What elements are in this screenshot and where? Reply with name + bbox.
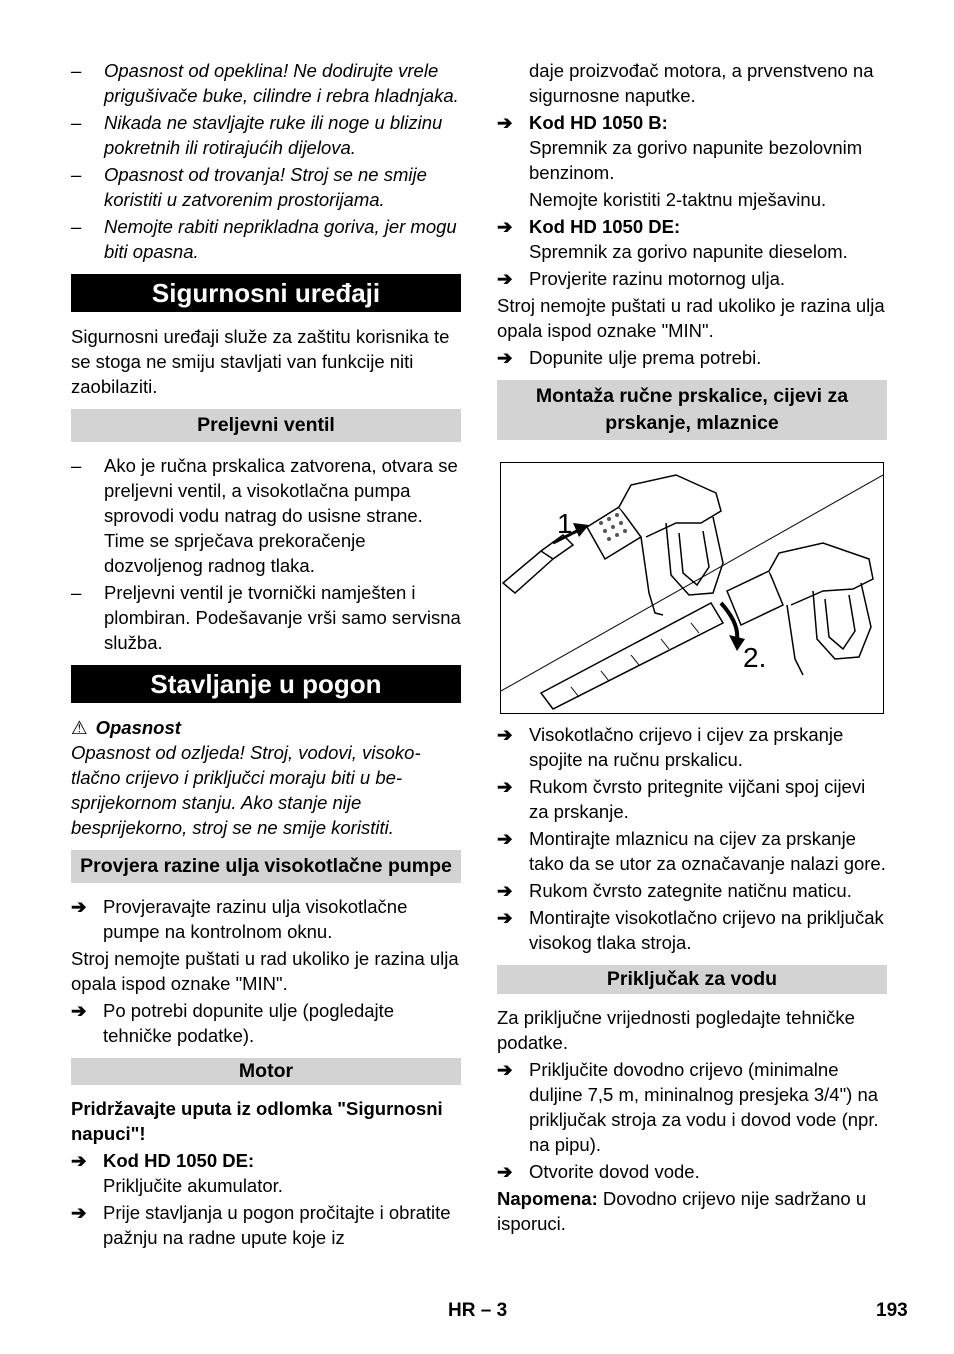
arrow-icon: ➔ <box>497 776 513 797</box>
paragraph: Priključite akumulator. <box>103 1175 283 1196</box>
paragraph: Stroj nemojte puštati u rad ukoliko je razina ulja opala ispod oznake "MIN". <box>497 295 885 341</box>
list-item: ➔ Dopunite ulje prema potrebi. <box>497 347 762 368</box>
arrow-icon: ➔ <box>497 347 513 368</box>
list-item: – Opasnost od trovanja! Stroj se ne smije koristiti u zatvorenim prostorijama. <box>71 162 461 212</box>
right-column <box>497 58 887 1236</box>
subsection-heading-montaza: Montaža ručne prskalice, cijevi za prskanje, mlaznice <box>497 380 887 440</box>
arrow-icon: ➔ <box>497 724 513 745</box>
section-heading-stavljanje: Stavljanje u pogon <box>71 665 461 703</box>
warning-icon: ⚠ <box>71 717 88 738</box>
arrow-icon: ➔ <box>71 896 87 917</box>
list-item: ➔ Kod HD 1050 DE: <box>71 1150 255 1171</box>
figure-step-2: 2. <box>743 642 767 673</box>
paragraph: Sigurnosni uređaji služe za zaštitu korisnika te se stoga ne smiju stavljati van funkcije niti zaobilaziti. <box>71 326 450 397</box>
arrow-icon: ➔ <box>497 907 513 928</box>
paragraph: Spremnik za gorivo napunite dieselom. <box>529 241 848 262</box>
left-column <box>71 58 461 1252</box>
list-item: ➔ Rukom čvrsto zategnite natičnu maticu. <box>497 880 852 901</box>
paragraph-bold: Pridržavajte uputa iz odlomka "Sigurnosni napuci"! <box>71 1098 443 1144</box>
subsection-heading-preljevni: Preljevni ventil <box>71 409 461 442</box>
list-item: – Preljevni ventil je tvornički namješten i plombiran. Podešavanje vrši samo servisna služba. <box>71 580 461 655</box>
section-heading-sigurnosni: Sigurnosni uređaji <box>71 274 461 312</box>
paragraph: Nemojte koristiti 2-taktnu mješavinu. <box>529 189 827 210</box>
arrow-icon: ➔ <box>497 268 513 289</box>
list-item: ➔ Montirajte mlaznicu na cijev za prskanje tako da se utor za označavanje nalazi gore. <box>497 828 886 874</box>
footer-section: HR – 3 <box>448 1300 508 1321</box>
arrow-icon: ➔ <box>497 1161 513 1182</box>
arrow-icon: ➔ <box>71 1202 87 1223</box>
list-item: ➔ Kod HD 1050 DE: <box>497 216 681 237</box>
arrow-icon: ➔ <box>497 1059 513 1080</box>
arrow-icon: ➔ <box>71 1150 87 1171</box>
list-item: ➔ Visokotlačno crijevo i cijev za prskanje spojite na ručnu prskalicu. <box>497 724 844 770</box>
page-number: 193 <box>876 1300 908 1321</box>
subsection-heading-motor: Motor <box>71 1058 461 1085</box>
arrow-icon: ➔ <box>497 880 513 901</box>
spray-gun-drawing <box>501 463 883 713</box>
list-item: ➔ Montirajte visokotlačno crijevo na priključak visokog tlaka stroja. <box>497 907 884 953</box>
arrow-icon: ➔ <box>497 216 513 237</box>
paragraph: Stroj nemojte puštati u rad ukoliko je razina ulja opala ispod oznake "MIN". <box>71 948 459 994</box>
list-item: ➔ Otvorite dovod vode. <box>497 1161 700 1182</box>
paragraph: Za priključne vrijednosti pogledajte tehničke podatke. <box>497 1007 855 1053</box>
list-item: ➔ Prije stavljanja u pogon pročitajte i obratite pažnju na radne upute koje iz <box>71 1202 451 1248</box>
list-item: – Nikada ne stavljajte ruke ili noge u blizinu pokretnih ili rotirajućih dijelova. <box>71 110 461 160</box>
spray-gun-illustration <box>500 462 884 714</box>
list-item: ➔ Priključite dovodno crijevo (minimalne duljine 7,5 m, mininalnog presjeka 3/4") na priključak stroja za vodu i dovod vode (npr. na pipu). <box>497 1059 879 1155</box>
paragraph: daje proizvođač motora, a prvenstveno na sigurnosne naputke. <box>529 60 874 106</box>
arrow-icon: ➔ <box>497 828 513 849</box>
paragraph: Spremnik za gorivo napunite bezolovnim benzinom. <box>529 137 863 183</box>
list-item: – Nemojte rabiti neprikladna goriva, jer mogu biti opasna. <box>71 214 461 264</box>
warning-title: ⚠ Opasnost <box>71 717 181 738</box>
arrow-icon: ➔ <box>497 112 513 133</box>
arrow-icon: ➔ <box>71 1000 87 1021</box>
subsection-heading-prikljucak: Priključak za vodu <box>497 965 887 994</box>
list-item: – Ako je ručna prskalica zatvorena, otvara se preljevni ventil, a visokotlačna pumpa sprovodi vodu natrag do usisne strane. Time se sprječava prekoračenje dozvoljenog radnog tlaka. <box>71 453 461 578</box>
figure-step-1: 1. <box>557 508 581 539</box>
list-item: ➔ Provjeravajte razinu ulja visokotlačne pumpe na kontrolnom oknu. <box>71 896 408 942</box>
list-item: ➔ Kod HD 1050 B: <box>497 112 668 133</box>
list-item: ➔ Po potrebi dopunite ulje (pogledajte tehničke podatke). <box>71 1000 395 1046</box>
warning-text: Opasnost od ozljeda! Stroj, vodovi, visokotlačno crijevo i priključci moraju biti u besprijekornom stanju. Ako stanje nije besprijekorno, stroj se ne smije koristiti. <box>71 742 421 838</box>
list-item: – Opasnost od opeklina! Ne dodirujte vrele prigušivače buke, cilindre i rebra hladnjaka. <box>71 58 461 108</box>
list-item: ➔ Provjerite razinu motornog ulja. <box>497 268 786 289</box>
subsection-heading-provjera: Provjera razine ulja visokotlačne pumpe <box>71 850 461 883</box>
list-item: ➔ Rukom čvrsto pritegnite vijčani spoj cijevi za prskanje. <box>497 776 866 822</box>
note: Napomena: Dovodno crijevo nije sadržano u isporuci. <box>497 1188 867 1234</box>
